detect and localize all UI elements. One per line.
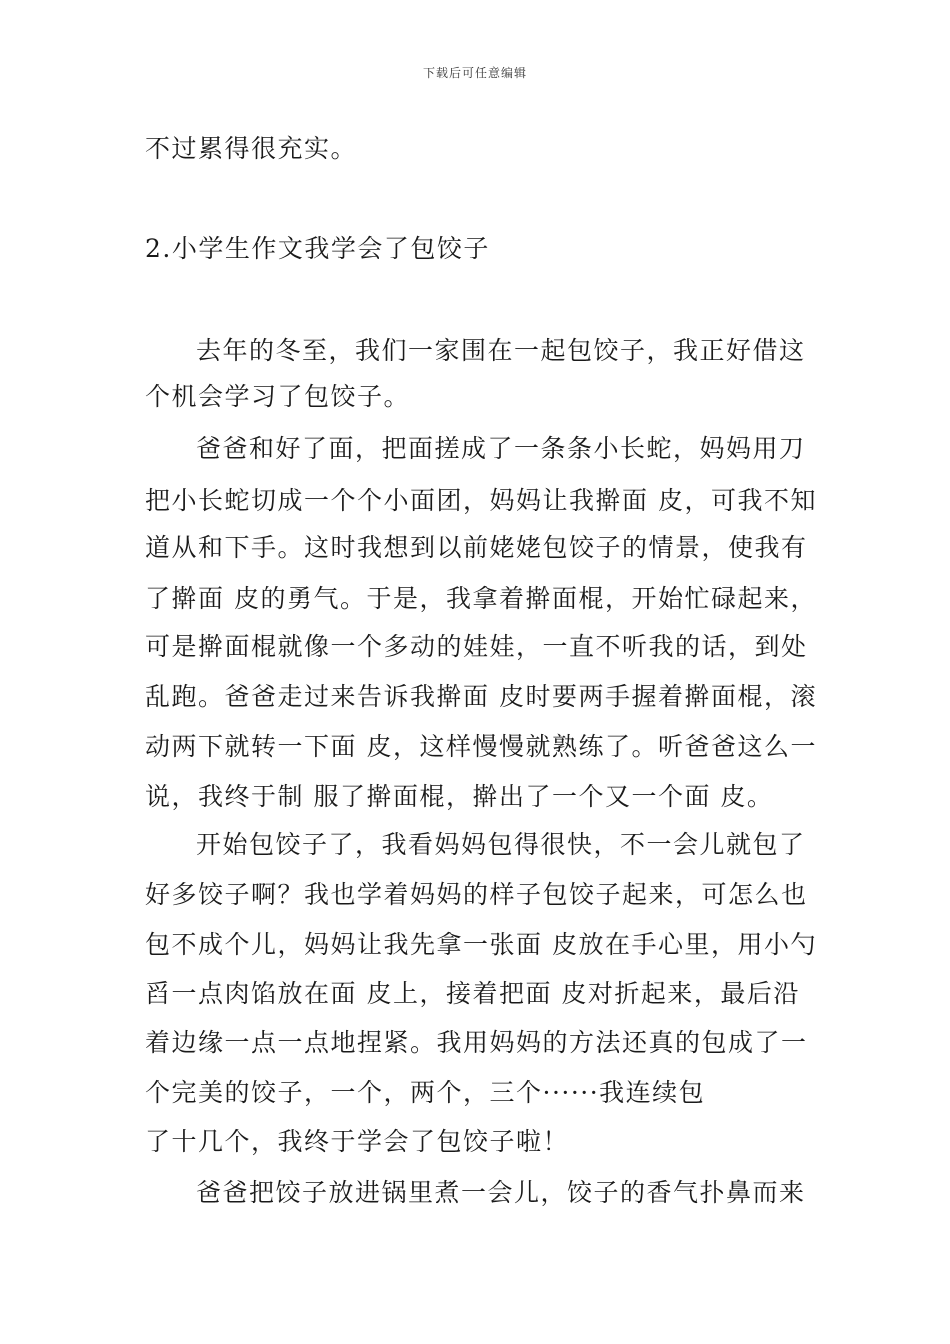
text-line: 了擀面 皮的勇气。于是，我拿着擀面棍，开始忙碌起来， bbox=[145, 584, 817, 613]
text-line: 着边缘一点一点地捏紧。我用妈妈的方法还真的包成了一 bbox=[145, 1028, 808, 1057]
text-line: 包不成个儿，妈妈让我先拿一张面 皮放在手心里，用小勺 bbox=[145, 930, 817, 959]
text-line: 道从和下手。这时我想到以前姥姥包饺子的情景，使我有 bbox=[145, 533, 808, 562]
text-line: 好多饺子啊？我也学着妈妈的样子包饺子起来，可怎么也 bbox=[145, 880, 808, 909]
page-header: 下载后可任意编辑 bbox=[422, 66, 527, 80]
paragraph-first-line: 爸爸和好了面，把面搓成了一条条小长蛇，妈妈用刀 bbox=[196, 434, 806, 463]
section-heading: 2.小学生作文我学会了包饺子 bbox=[145, 234, 490, 263]
text-line: 可是擀面棍就像一个多动的娃娃，一直不听我的话，到处 bbox=[145, 632, 808, 661]
text-line: 个机会学习了包饺子。 bbox=[145, 382, 411, 411]
text-line: 舀一点肉馅放在面 皮上，接着把面 皮对折起来，最后沿 bbox=[145, 979, 800, 1008]
paragraph-first-line: 爸爸把饺子放进锅里煮一会儿，饺子的香气扑鼻而来 bbox=[196, 1178, 806, 1207]
text-line: 不过累得很充实。 bbox=[145, 134, 358, 163]
text-line: 乱跑。爸爸走过来告诉我擀面 皮时要两手握着擀面棍，滚 bbox=[145, 682, 817, 711]
text-line: 把小长蛇切成一个个小面团，妈妈让我擀面 皮，可我不知 bbox=[145, 486, 817, 515]
paragraph-first-line: 开始包饺子了，我看妈妈包得很快，不一会儿就包了 bbox=[196, 830, 806, 859]
text-line: 了十几个，我终于学会了包饺子啦！ bbox=[145, 1127, 570, 1156]
text-line: 个完美的饺子，一个，两个，三个······我连续包 bbox=[145, 1078, 706, 1107]
text-line: 动两下就转一下面 皮，这样慢慢就熟练了。听爸爸这么一 bbox=[145, 732, 817, 761]
paragraph-first-line: 去年的冬至，我们一家围在一起包饺子，我正好借这 bbox=[196, 336, 806, 365]
text-line: 说，我终于制 服了擀面棍，擀出了一个又一个面 皮。 bbox=[145, 782, 774, 811]
